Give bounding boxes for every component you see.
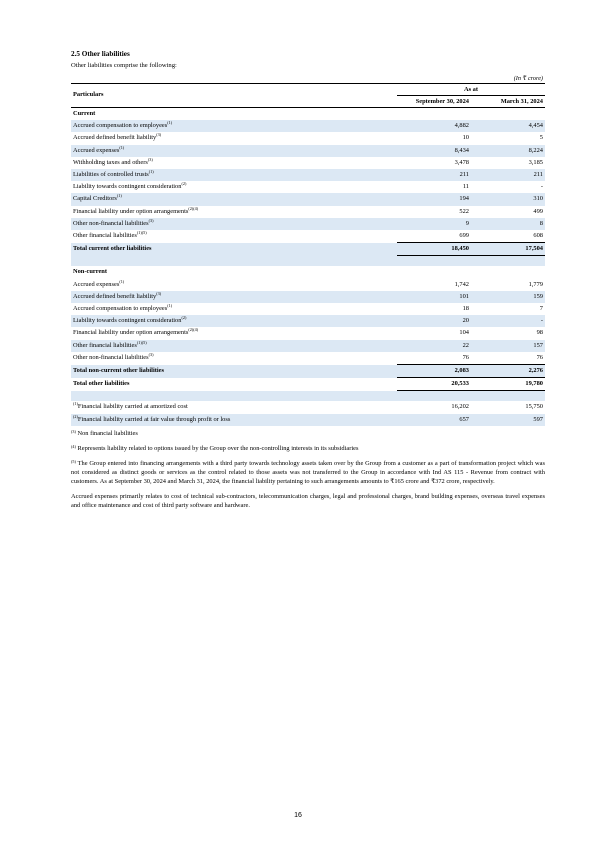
row-label — [71, 145, 397, 157]
footnote-marker: (2) — [181, 181, 187, 187]
row-label — [71, 230, 397, 243]
value-september-2024 — [397, 391, 471, 402]
row-label — [71, 303, 397, 315]
table-row — [71, 340, 545, 352]
header-as-at: As at — [397, 84, 545, 96]
value-september-2024: 211 — [397, 169, 471, 181]
total-current-row — [71, 243, 545, 256]
grand-total-row — [71, 378, 545, 391]
row-label — [71, 365, 397, 378]
table-row — [71, 352, 545, 365]
footnote-marker: (1) — [167, 303, 173, 309]
value-march-2024: 3,185 — [528, 158, 543, 166]
value-march-2024: 608 — [533, 232, 543, 240]
value-september-2024: 11 — [462, 183, 469, 191]
row-label-text: Financial liability carried at amortized cost — [77, 403, 188, 411]
value-march-2024 — [471, 256, 545, 267]
table-row — [71, 315, 545, 327]
row-label-text: Accrued expenses — [73, 280, 120, 288]
row-label-text: Accrued expenses — [73, 146, 120, 154]
value-september-2024: 76 — [462, 353, 469, 361]
table-row — [71, 169, 545, 181]
row-label-text: Current — [73, 110, 96, 117]
value-september-2024: 657 — [397, 414, 471, 426]
value-september-2024 — [397, 256, 471, 267]
value-september-2024: 20,533 — [397, 378, 471, 391]
value-march-2024: 8 — [471, 218, 545, 230]
footnote-marker: (2)(4) — [188, 205, 199, 211]
footnote-text: The Group entered into financing arrangements with a third party towards technology assets taken over by the Group from a customer as a part of transformation project which was not considered as distinct goods or services as the control related to those assets was not transferred to the Group in accordance with Ind AS 115 - Revenue from contract with customers. As at September 30, 2024 and March 31, 2024, the financial liability pertaining to such arrangements amounts to ₹165 crore and ₹372 crore, respectively. — [71, 459, 545, 485]
footnote-marker: (3) — [147, 156, 153, 162]
footnote-marker: (2) — [181, 315, 187, 321]
row-label — [71, 378, 397, 391]
row-label — [71, 266, 397, 278]
row-label-text: Financial liability under option arrangements — [73, 329, 189, 337]
value-september-2024: 3,478 — [454, 158, 469, 166]
section-noncurrent — [71, 266, 545, 278]
footnote-marker: (4) — [71, 443, 76, 449]
value-september-2024: 194 — [397, 193, 471, 205]
table-row — [71, 291, 545, 303]
row-label — [71, 315, 397, 327]
table-body — [71, 108, 545, 426]
footnote-marker: (1) — [116, 193, 122, 199]
document-page — [71, 50, 545, 510]
row-label — [71, 391, 397, 402]
value-september-2024: 9 — [397, 218, 471, 230]
footnote-marker: (1) — [119, 144, 125, 150]
row-label — [71, 340, 397, 352]
table-row — [71, 327, 545, 339]
footnote-marker: (3) — [156, 132, 162, 138]
value-march-2024 — [471, 391, 545, 402]
footnote-marker: (1)(5) — [136, 230, 147, 236]
row-label-text: Accrued compensation to employees — [73, 305, 168, 313]
value-march-2024: 98 — [536, 329, 543, 337]
footnote-marker: (1)(5) — [136, 339, 147, 345]
row-label-text: Liability towards contingent consideration — [73, 317, 182, 325]
row-label-text: Accrued defined benefit liability — [73, 134, 157, 142]
section-title: 2.5 Other liabilities — [71, 50, 130, 58]
header-march-2024: March 31, 2024 — [471, 96, 545, 108]
footnote-marker: (1) — [119, 278, 125, 284]
footnote-value-row — [71, 401, 545, 413]
footnote-item — [71, 459, 545, 486]
page-number: 16 — [294, 812, 302, 819]
intro-text: Other liabilities comprise the following: — [71, 62, 177, 69]
value-march-2024: 15,750 — [525, 403, 543, 411]
unit-note: (In ₹ crore) — [513, 75, 543, 82]
value-march-2024: 5 — [539, 134, 543, 142]
row-label-text: Financial liability carried at fair value through profit or loss — [77, 415, 231, 423]
spacer-row — [71, 391, 545, 402]
value-march-2024: 499 — [533, 207, 543, 215]
row-label-text: Non-current — [73, 268, 107, 276]
total-noncurrent-row — [71, 365, 545, 378]
footnote-marker: (3) — [71, 428, 76, 434]
value-march-2024: 2,276 — [471, 365, 545, 378]
row-label-text: Liabilities of controlled trusts — [73, 171, 149, 179]
value-september-2024: 10 — [462, 134, 469, 142]
row-label-text: Accrued defined benefit liability — [73, 292, 157, 300]
value-september-2024: 104 — [459, 329, 469, 337]
footnote-value-row — [71, 414, 545, 426]
row-label-text: Capital Creditors — [73, 195, 117, 203]
row-label — [71, 279, 397, 291]
row-label-text: Accrued compensation to employees — [73, 122, 168, 130]
row-label — [71, 157, 397, 169]
value-september-2024: 18 — [462, 305, 469, 313]
spacer-row — [71, 256, 545, 267]
header-september-2024: September 30, 2024 — [397, 96, 471, 108]
row-label — [71, 243, 397, 256]
value-september-2024: 16,202 — [451, 403, 469, 411]
table-row — [71, 230, 545, 243]
value-september-2024: 2,083 — [397, 365, 471, 378]
accrued-expenses-paragraph: Accrued expenses primarily relates to cost of technical sub-contractors, telecommunication charges, legal and professional charges, brand building expenses, overseas travel expenses and office maintenance and cost of third party software and hardware. — [71, 492, 545, 509]
row-label — [71, 352, 397, 365]
row-label-text: Other non-financial liabilities — [73, 219, 149, 227]
row-label-text: Financial liability under option arrangements — [73, 207, 189, 215]
table-row — [71, 145, 545, 157]
value-march-2024: 157 — [471, 340, 545, 352]
row-label — [71, 193, 397, 205]
value-march-2024: 1,779 — [528, 280, 543, 288]
value-march-2024: 310 — [471, 193, 545, 205]
row-label-text: Withholding taxes and others — [73, 158, 148, 166]
footnote-item — [71, 444, 545, 453]
value-september-2024: 101 — [397, 291, 471, 303]
row-label — [71, 206, 397, 218]
footnote-marker: (1) — [73, 401, 78, 407]
footnotes — [71, 429, 545, 486]
row-label-text: Liability towards contingent consideration — [73, 183, 182, 191]
row-label — [71, 132, 397, 144]
other-liabilities-table — [71, 83, 545, 426]
row-label — [71, 401, 397, 413]
footnote-marker: (5) — [71, 458, 76, 464]
table-row — [71, 279, 545, 291]
table-row — [71, 303, 545, 315]
value-march-2024: 8,224 — [471, 145, 545, 157]
value-march-2024: - — [471, 315, 545, 327]
value-september-2024: 1,742 — [454, 280, 469, 288]
row-label-text: Other financial liabilities — [73, 232, 137, 240]
value-september-2024: 699 — [459, 232, 469, 240]
footnote-marker: (3) — [156, 290, 162, 296]
row-label — [71, 169, 397, 181]
header-particulars: Particulars — [71, 84, 397, 108]
table-row — [71, 120, 545, 132]
value-march-2024: - — [540, 183, 543, 191]
table-row — [71, 218, 545, 230]
footnote-item — [71, 429, 545, 438]
footnote-text: Represents liability related to options issued by the Group over the non-controlling interests in its subsidiaries — [77, 444, 359, 452]
footnote-marker: (2) — [73, 413, 78, 419]
value-september-2024 — [397, 108, 471, 121]
value-march-2024: 159 — [471, 291, 545, 303]
section-current — [71, 108, 545, 121]
value-september-2024 — [397, 266, 471, 278]
value-september-2024: 522 — [459, 207, 469, 215]
footnote-marker: (3) — [148, 352, 154, 358]
footnote-marker: (3) — [148, 217, 154, 223]
footnote-marker: (1) — [167, 120, 173, 126]
value-march-2024: 76 — [536, 353, 543, 361]
value-september-2024: 8,434 — [397, 145, 471, 157]
value-september-2024: 22 — [397, 340, 471, 352]
value-march-2024: 7 — [539, 305, 543, 313]
row-label-text: Other financial liabilities — [73, 341, 137, 349]
footnote-marker: (2)(4) — [188, 327, 199, 333]
row-label — [71, 108, 397, 121]
value-march-2024 — [471, 108, 545, 121]
value-march-2024: 19,780 — [471, 378, 545, 391]
row-label-text: Other non-financial liabilities — [73, 354, 149, 362]
value-march-2024: 211 — [471, 169, 545, 181]
value-march-2024: 597 — [471, 414, 545, 426]
value-march-2024: 17,504 — [471, 243, 545, 256]
row-label — [71, 120, 397, 132]
row-label-text: Total current other liabilities — [73, 245, 152, 253]
row-label — [71, 218, 397, 230]
value-september-2024: 20 — [397, 315, 471, 327]
table-row — [71, 157, 545, 169]
row-label-text: Total non-current other liabilities — [73, 367, 164, 375]
value-march-2024 — [471, 266, 545, 278]
footnote-text: Non financial liabilities — [77, 429, 138, 437]
table-row — [71, 206, 545, 218]
table-row — [71, 132, 545, 144]
row-label-text: Total other liabilities — [73, 380, 130, 388]
value-september-2024: 18,450 — [397, 243, 471, 256]
row-label — [71, 327, 397, 339]
row-label — [71, 291, 397, 303]
row-label — [71, 181, 397, 193]
value-march-2024: 4,454 — [471, 120, 545, 132]
table-row — [71, 181, 545, 193]
row-label — [71, 414, 397, 426]
footnote-marker: (1) — [148, 169, 154, 175]
value-september-2024: 4,882 — [397, 120, 471, 132]
table-row — [71, 193, 545, 205]
row-label — [71, 256, 397, 267]
